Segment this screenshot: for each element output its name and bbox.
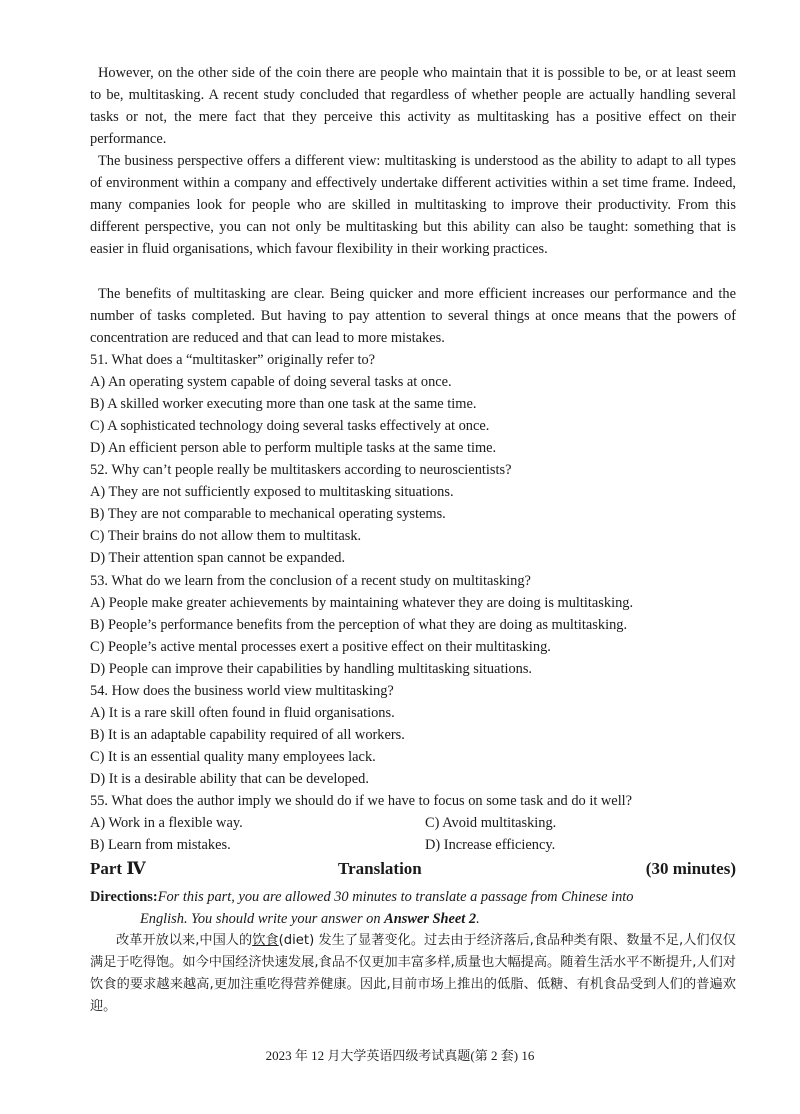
option-51d: D) An efficient person able to perform multiple tasks at the same time. <box>90 440 497 456</box>
part-time: (30 minutes) <box>645 859 736 878</box>
option-54d: D) It is a desirable ability that can be developed. <box>90 771 369 787</box>
option-55b: B) Learn from mistakes. <box>90 837 231 853</box>
part-label: Part Ⅳ <box>90 859 146 878</box>
passage-paragraph-3: The benefits of multitasking are clear. Being quicker and more efficient increases our performance and the number of tasks completed. But having to pay attention to several things at once means that the powers of concentration are reduced and that can lead to more mistakes. <box>90 286 736 346</box>
option-53c: C) People’s active mental processes exert a positive effect on their multitasking. <box>90 639 551 655</box>
option-52c: C) Their brains do not allow them to multitask. <box>90 528 362 544</box>
chinese-text-rest: (diet) 发生了显著变化。过去由于经济落后,食品种类有限、数量不足,人们仅仅满足于吃得饱。如今中国经济快速发展,食品不仅更加丰富多样,质量也大幅提高。随着生活水平不断提升,人们对饮食的要求越来越高,更加注重吃得营养健康。因此,目前市场上推出的低脂、低糖、有机食品受到人们的普遍欢迎。 <box>90 933 736 1014</box>
directions <box>90 886 736 930</box>
part-heading <box>90 859 736 885</box>
directions-text-1: For this part, you are allowed 30 minutes to translate a passage from Chinese into <box>157 889 634 905</box>
directions-label: Directions: <box>90 889 158 905</box>
option-52a: A) They are not sufficiently exposed to multitasking situations. <box>90 484 454 500</box>
option-51b: B) A skilled worker executing more than one task at the same time. <box>90 396 477 412</box>
option-51c: C) A sophisticated technology doing several tasks effectively at once. <box>90 418 490 434</box>
option-53a: A) People make greater achievements by maintaining whatever they are doing is multitasking. <box>90 595 634 611</box>
option-54b: B) It is an adaptable capability required of all workers. <box>90 727 405 743</box>
part-title: Translation <box>338 859 422 878</box>
passage-paragraph-1: However, on the other side of the coin there are people who maintain that it is possible to be, or at least seem to be, multitasking. A recent study concluded that regardless of whether people are actually handling several tasks or not, the mere fact that they perceive this activity as multitasking has a positive effect on their performance. <box>90 65 736 147</box>
option-54c: C) It is an essential quality many employees lack. <box>90 749 376 765</box>
answer-sheet-label: Answer Sheet 2 <box>384 911 477 927</box>
chinese-text-start: 改革开放以来,中国人的 <box>116 933 253 948</box>
page-footer: 2023 年 12 月大学英语四级考试真题(第 2 套) 16 <box>265 1048 535 1063</box>
option-52b: B) They are not comparable to mechanical operating systems. <box>90 506 446 522</box>
option-52d: D) Their attention span cannot be expanded. <box>90 550 346 566</box>
option-53d: D) People can improve their capabilities by handling multitasking situations. <box>90 661 533 677</box>
question-52: 52. Why can’t people really be multitaskers according to neuroscientists? <box>90 462 512 478</box>
option-55c: C) Avoid multitasking. <box>425 815 557 831</box>
question-53: 53. What do we learn from the conclusion of a recent study on multitasking? <box>90 573 531 589</box>
passage-paragraph-2: The business perspective offers a different view: multitasking is understood as the ability to adapt to all types of environment within a company and effectively undertake different activities within a set time frame. Indeed, many companies look for people who are skilled in multitasking to improve their productivity. From this different perspective, you can not only be multitasking but this ability can also be taught: something that is easier in fluid organisations, which favour flexibility in their working practices. <box>90 153 736 257</box>
directions-period: . <box>476 911 480 927</box>
chinese-passage <box>90 930 736 1018</box>
question-55: 55. What does the author imply we should do if we have to focus on some task and do it well? <box>90 793 633 809</box>
option-53b: B) People’s performance benefits from the perception of what they are doing as multitasking. <box>90 617 628 633</box>
option-55a: A) Work in a flexible way. <box>90 815 243 831</box>
option-55d: D) Increase efficiency. <box>425 837 556 853</box>
question-51: 51. What does a “multitasker” originally refer to? <box>90 352 376 368</box>
option-51a: A) An operating system capable of doing several tasks at once. <box>90 374 452 390</box>
option-54a: A) It is a rare skill often found in fluid organisations. <box>90 705 395 721</box>
question-54: 54. How does the business world view multitasking? <box>90 683 394 699</box>
directions-text-2: English. You should write your answer on <box>140 911 385 927</box>
chinese-keyword: 饮食 <box>252 933 279 948</box>
